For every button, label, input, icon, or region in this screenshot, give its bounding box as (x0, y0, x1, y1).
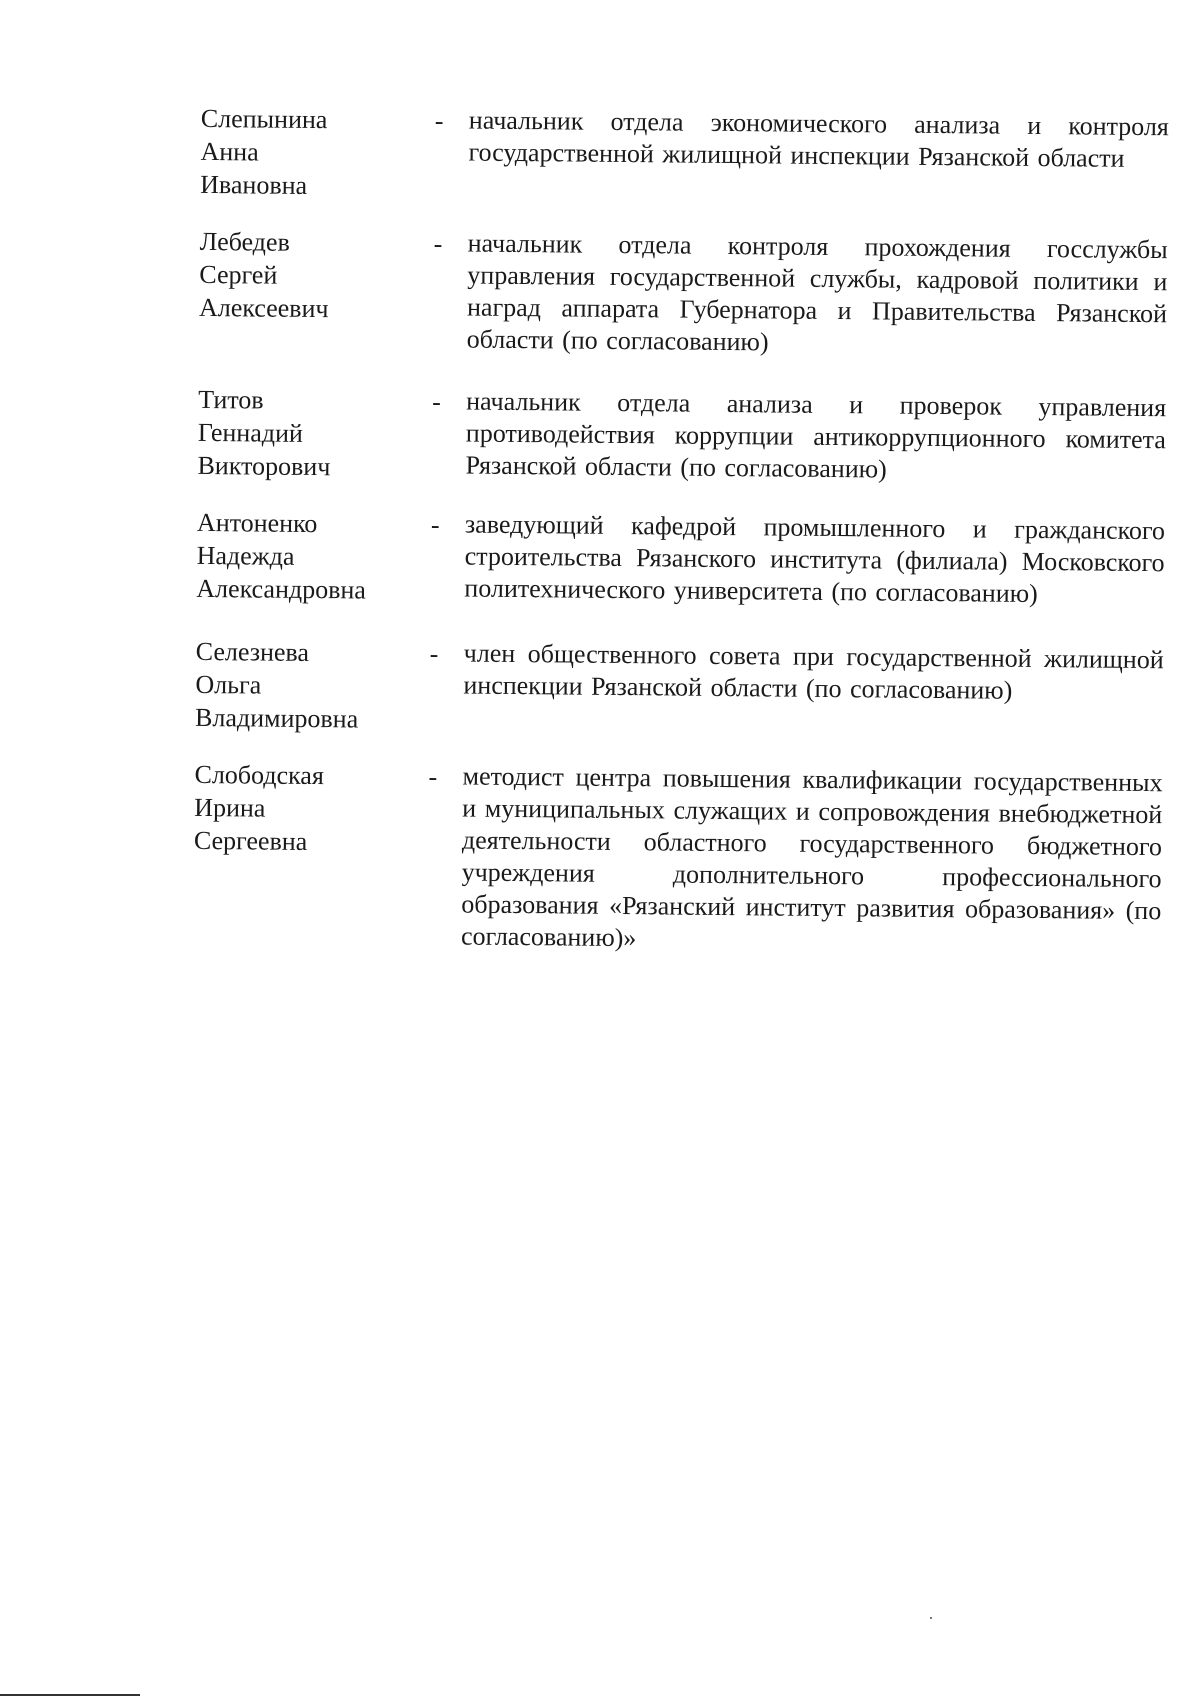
member-name (200, 102, 435, 203)
member-patronymic: Владимировна (194, 702, 359, 734)
entry-dash: - (433, 229, 443, 259)
entry-dash: - (432, 387, 441, 417)
entry-dash: - (429, 639, 439, 669)
member-first-name: Ирина (194, 792, 266, 823)
member-entry (197, 383, 1166, 491)
member-name (194, 758, 429, 859)
member-position: методист центра повышения квалификации государственных и муниципальных служащих и сопровождения внебюджетной деятельности областного государственного бюджетного учреждения дополнительного профессионального образования «Рязанский институт развития образования» (по согласованию)» (460, 761, 1163, 953)
member-surname: Слободская (194, 759, 325, 791)
member-first-name: Геннадий (197, 417, 304, 448)
member-entry (196, 506, 1165, 614)
entry-dash: - (434, 106, 444, 136)
member-patronymic: Сергеевна (193, 825, 308, 856)
member-position: заведующий кафедрой промышленного и гражданского строительства Рязанского института (филиала) Московского политехнического университета (по согласованию) (464, 509, 1166, 608)
member-name (195, 635, 430, 736)
member-name (197, 383, 432, 484)
member-name (196, 506, 431, 607)
member-surname: Лебедев (199, 226, 290, 257)
member-entry (200, 102, 1169, 210)
member-first-name: Сергей (199, 259, 278, 290)
member-patronymic: Алексеевич (198, 292, 329, 324)
member-entry (199, 225, 1168, 362)
member-surname: Селезнева (195, 636, 310, 667)
member-patronymic: Ивановна (200, 169, 308, 200)
entry-dash: - (430, 510, 440, 540)
member-position: начальник отдела анализа и проверок управления противодействия коррупции антикоррупционного комитета Рязанской области (по согласованию) (465, 386, 1167, 484)
member-list (193, 102, 1169, 983)
member-first-name: Надежда (196, 540, 295, 571)
member-first-name: Анна (200, 136, 259, 167)
member-position: член общественного совета при государственной жилищной инспекции Рязанской области (по согласованию) (463, 638, 1164, 705)
scan-speck (930, 1617, 932, 1619)
member-position: начальник отдела экономического анализа и контроля государственной жилищной инспекции Рязанской области (468, 105, 1169, 173)
footer-rule (0, 1694, 140, 1696)
member-first-name: Ольга (195, 669, 262, 700)
member-entry (195, 635, 1164, 743)
member-surname: Слепынина (200, 103, 328, 135)
member-surname: Антоненко (196, 507, 318, 539)
member-patronymic: Викторович (197, 450, 331, 482)
member-name (199, 225, 434, 326)
entry-dash: - (428, 762, 438, 792)
member-entry (193, 758, 1163, 959)
member-surname: Титов (198, 384, 264, 415)
member-position: начальник отдела контроля прохождения госслужбы управления государственной службы, кадровой политики и наград аппарата Губернатора и Правительства Рязанской области (по согласованию) (466, 228, 1168, 357)
member-patronymic: Александровна (196, 573, 367, 605)
